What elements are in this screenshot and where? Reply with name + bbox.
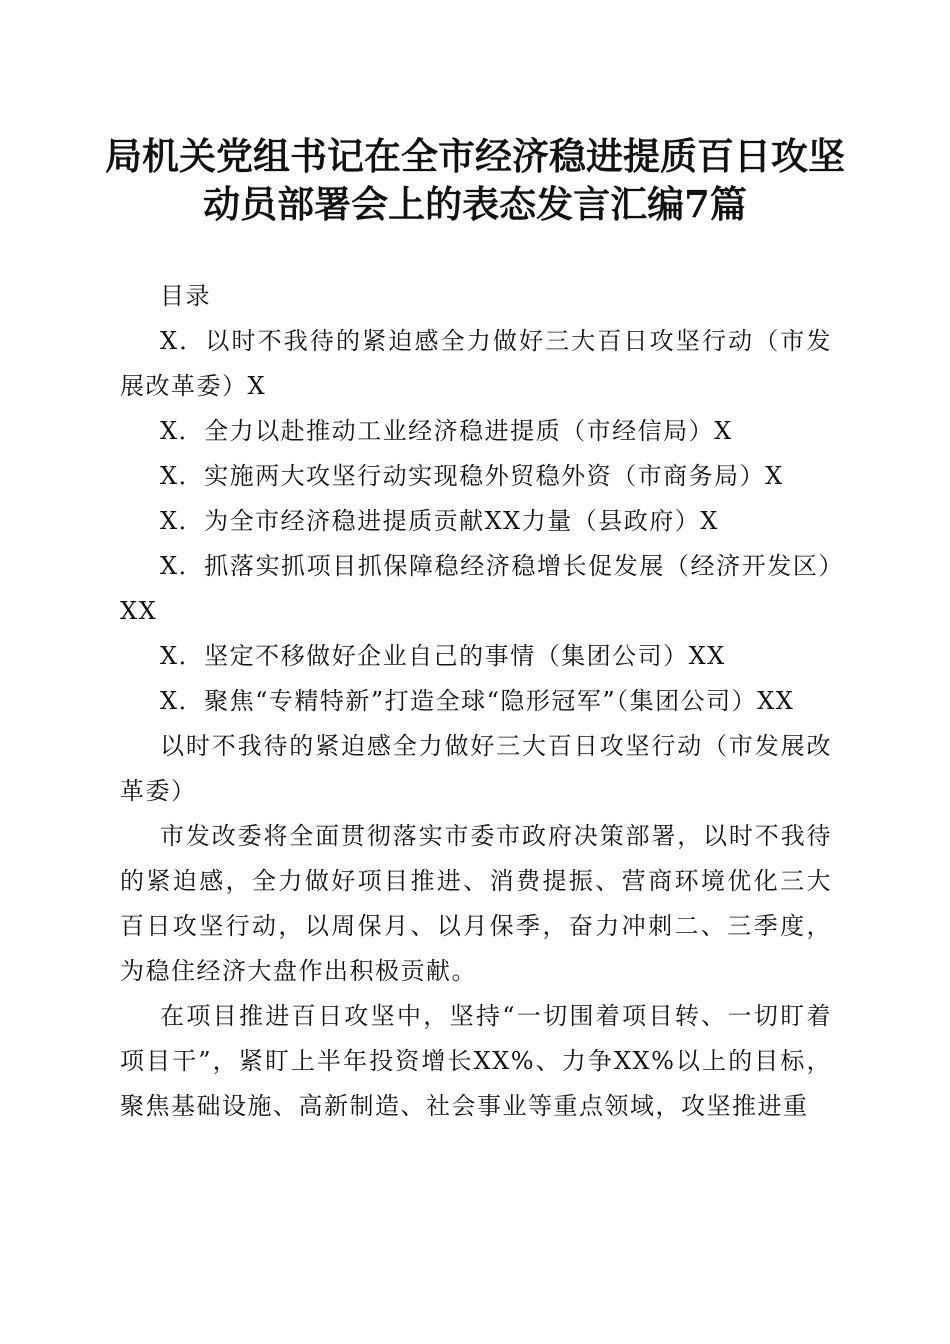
toc-item: X．实施两大攻坚行动实现稳外贸稳外资（市商务局）X — [160, 462, 784, 490]
toc-item: X．聚焦“专精特新”打造全球“隐形冠军”（集团公司）XX — [160, 687, 795, 715]
title-line-2: 动员部署会上的表态发言汇编7篇 — [203, 182, 747, 226]
document-body — [120, 274, 832, 1129]
toc-heading: 目录 — [160, 282, 211, 310]
toc-item: X．抓落实抓项目抓保障稳经济稳增长促发展（经济开发区）XX — [120, 552, 832, 625]
article-heading: 以时不我待的紧迫感全力做好三大百日攻坚行动（市发展改革委） — [120, 732, 832, 805]
article-paragraph: 在项目推进百日攻坚中，坚持“一切围着项目转、一切盯着项目干”，紧盯上半年投资增长XX%、力争XX%以上的目标，聚焦基础设施、高新制造、社会事业等重点领域，攻坚推进重 — [120, 1002, 832, 1120]
toc-item: X．全力以赴推动工业经济稳进提质（市经信局）X — [160, 417, 733, 445]
toc-item: X．坚定不移做好企业自己的事情（集团公司）XX — [160, 642, 726, 670]
article-paragraph: 市发改委将全面贯彻落实市委市政府决策部署，以时不我待的紧迫感，全力做好项目推进、消费提振、营商环境优化三大百日攻坚行动，以周保月、以月保季，奋力冲刺二、三季度，为稳住经济大盘作出积极贡献。 — [120, 822, 832, 985]
toc-item: X．为全市经济稳进提质贡献XX力量（县政府）X — [160, 507, 719, 535]
title-line-1: 局机关党组书记在全市经济稳进提质百日攻坚 — [105, 134, 845, 178]
toc-item: X．以时不我待的紧迫感全力做好三大百日攻坚行动（市发展改革委）X — [120, 327, 832, 400]
document-title — [100, 132, 850, 228]
